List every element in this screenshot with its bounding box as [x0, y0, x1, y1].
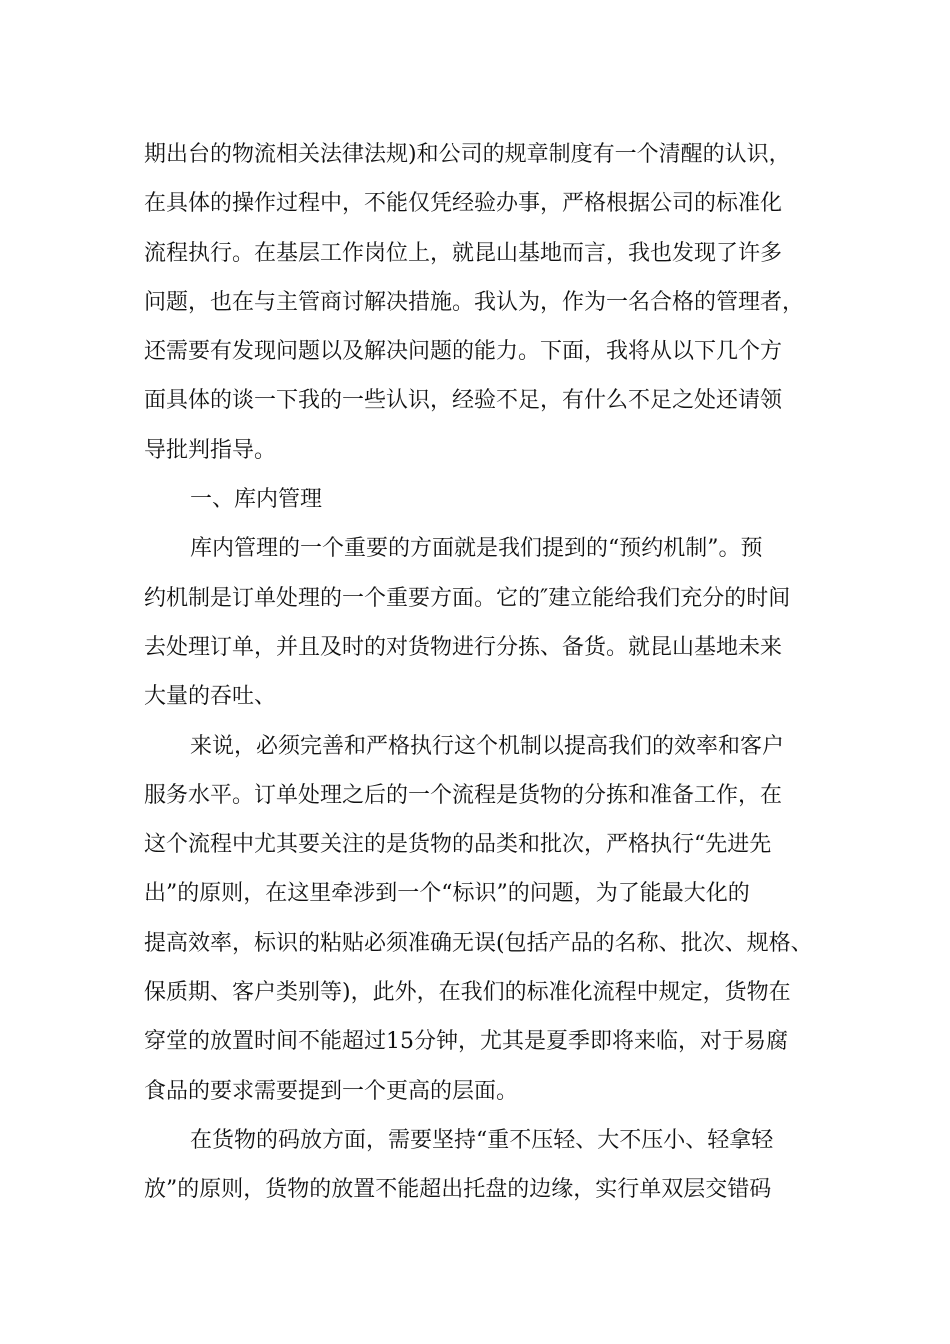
text-line: 去处理订单，并且及时的对货物进行分拣、备货。就昆山基地未来	[144, 634, 783, 660]
text-line: 问题，也在与主管商讨解决措施。我认为，作为一名合格的管理者，	[144, 289, 805, 315]
text-line: 来说，必须完善和严格执行这个机制以提高我们的效率和客户	[190, 733, 785, 759]
text-line: 流程执行。在基层工作岗位上，就昆山基地而言，我也发现了许多	[144, 240, 783, 266]
paragraph-sorting	[144, 722, 834, 1116]
document-body	[144, 130, 834, 1215]
text-line: 出”的原则，在这里牵涉到一个“标识”的问题，为了能最大化的	[144, 881, 750, 907]
paragraph-heading-1	[144, 475, 834, 524]
text-line: 还需要有发现问题以及解决问题的能力。下面，我将从以下几个方	[144, 339, 783, 365]
paragraph-stacking	[144, 1116, 834, 1215]
section-heading: 一、库内管理	[190, 487, 323, 513]
text-line: 在货物的码放方面，需要坚持“重不压轻、大不压小、轻拿轻	[190, 1127, 774, 1153]
text-line: 期出台的物流相关法律法规)和公司的规章制度有一个清醒的认识，	[144, 142, 791, 167]
text-line: 服务水平。订单处理之后的一个流程是货物的分拣和准备工作，在	[144, 782, 783, 808]
text-line: 食品的要求需要提到一个更高的层面。	[144, 1078, 519, 1104]
text-line: 面具体的谈一下我的一些认识，经验不足，有什么不足之处还请领	[144, 388, 783, 414]
text-line: 这个流程中尤其要关注的是货物的品类和批次，严格执行“先进先	[144, 832, 772, 858]
text-line: 放”的原则，货物的放置不能超出托盘的边缘，实行单双层交错码	[144, 1177, 772, 1203]
text-line: 保质期、客户类别等)，此外，在我们的标准化流程中规定，货物在	[144, 980, 791, 1006]
text-line: 约机制是订单处理的一个重要方面。它的″建立能给我们充分的时间	[144, 585, 791, 611]
text-line: 在具体的操作过程中，不能仅凭经验办事，严格根据公司的标准化	[144, 191, 783, 217]
text-line: 大量的吞吐、	[144, 684, 277, 710]
text-line: 提高效率，标识的粘贴必须准确无误(包括产品的名称、批次、规格、	[144, 930, 813, 956]
paragraph-reservation	[144, 524, 834, 721]
text-line: 导批判指导。	[144, 437, 277, 463]
paragraph-intro	[144, 130, 834, 475]
text-line: 穿堂的放置时间不能超过15分钟，尤其是夏季即将来临，对于易腐	[144, 1029, 788, 1055]
text-line: 库内管理的一个重要的方面就是我们提到的“预约机制”。预	[190, 536, 763, 562]
